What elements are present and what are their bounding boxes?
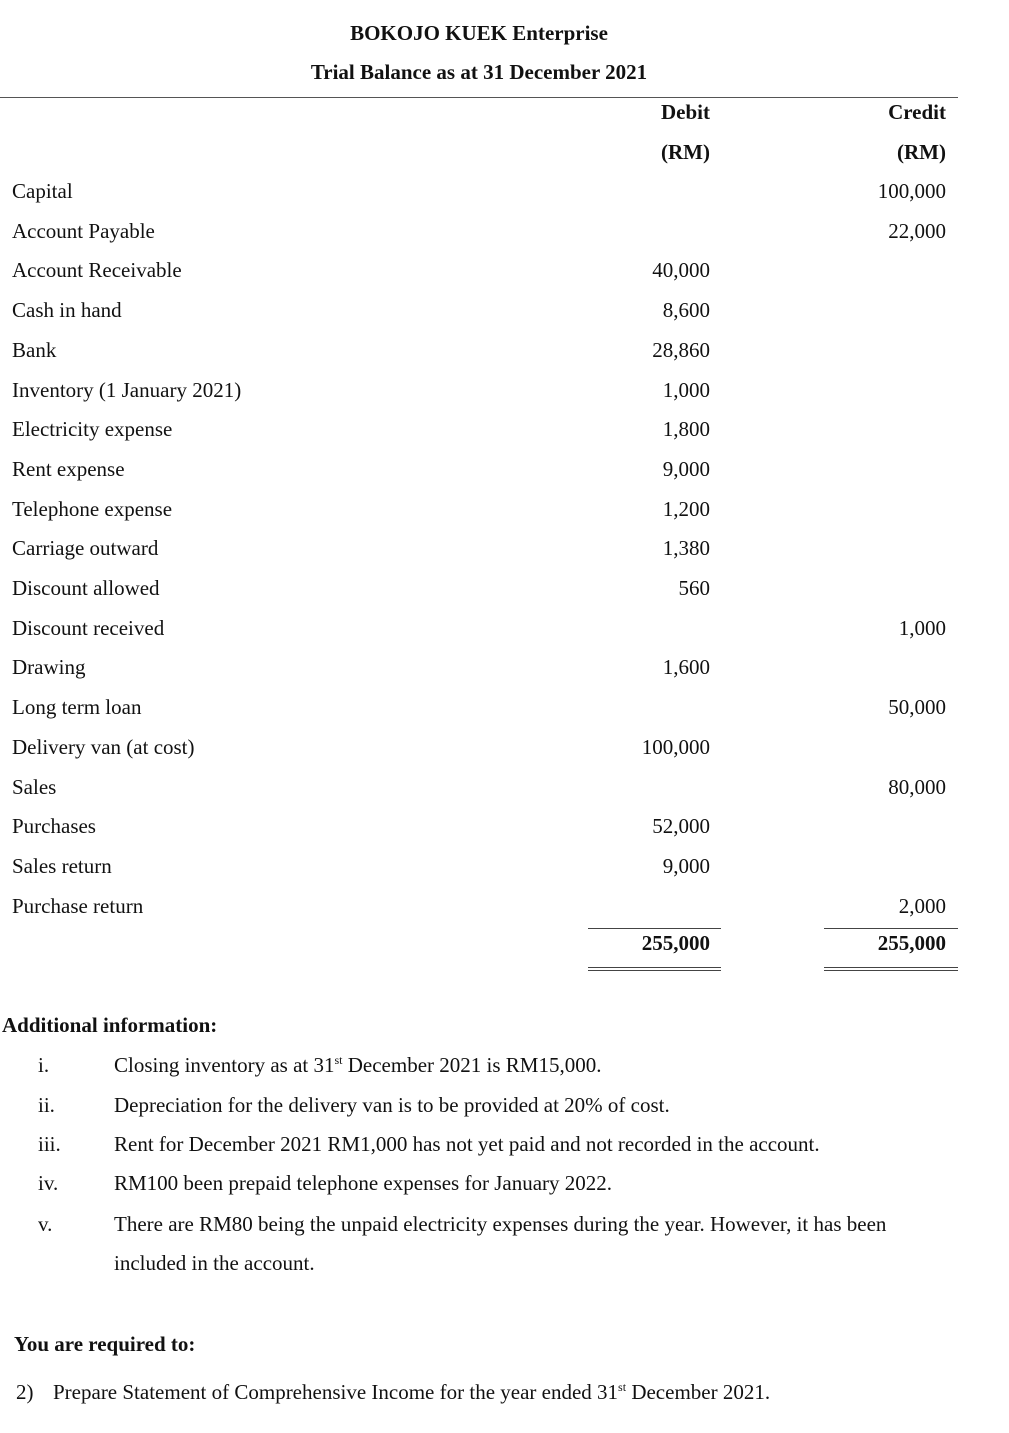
row-label: Sales — [12, 775, 57, 799]
info-item-number: iv. — [38, 1171, 59, 1195]
row-credit-amount: 1,000 — [898, 616, 946, 640]
row-debit-amount: 1,380 — [662, 536, 710, 560]
info-item-number: iii. — [38, 1132, 61, 1156]
info-text-main: Closing inventory as at 31 — [114, 1053, 335, 1077]
row-debit-amount: 1,000 — [662, 378, 710, 402]
row-label: Drawing — [12, 655, 86, 679]
row-credit-amount: 22,000 — [888, 219, 946, 243]
row-debit-amount: 9,000 — [662, 457, 710, 481]
info-text-main: included in the account. — [114, 1251, 315, 1275]
row-debit-amount: 1,200 — [662, 497, 710, 521]
document-title: Trial Balance as at 31 December 2021 — [310, 60, 648, 84]
debit-total-double-rule — [588, 967, 721, 971]
row-label: Discount received — [12, 616, 165, 640]
row-credit-amount: 100,000 — [877, 179, 946, 203]
credit-total-double-rule — [824, 967, 958, 971]
credit-column-header: Credit — [888, 100, 946, 124]
row-credit-amount: 2,000 — [898, 894, 946, 918]
company-name: BOKOJO KUEK Enterprise — [350, 21, 608, 45]
credit-total: 255,000 — [877, 931, 946, 955]
info-item-text — [114, 1169, 612, 1197]
row-debit-amount: 1,800 — [662, 417, 710, 441]
info-text-end: December 2021 is RM15,000. — [342, 1053, 602, 1077]
row-label: Purchases — [12, 814, 96, 838]
info-text-main: Depreciation for the delivery van is to be provided at 20% of cost. — [114, 1093, 670, 1117]
info-item-number: ii. — [38, 1093, 55, 1117]
row-debit-amount: 8,600 — [662, 298, 710, 322]
row-label: Delivery van (at cost) — [12, 735, 195, 759]
row-debit-amount: 1,600 — [662, 655, 710, 679]
row-label: Telephone expense — [12, 497, 173, 521]
row-label: Cash in hand — [12, 298, 122, 322]
row-label: Sales return — [12, 854, 112, 878]
credit-unit-header: (RM) — [897, 140, 946, 164]
requirement-heading: You are required to: — [14, 1332, 196, 1356]
info-item-text — [114, 1130, 820, 1158]
info-item-text — [114, 1051, 601, 1079]
row-debit-amount: 52,000 — [652, 814, 710, 838]
row-label: Electricity expense — [12, 417, 173, 441]
row-label: Account Receivable — [12, 258, 182, 282]
row-label: Capital — [12, 179, 73, 203]
row-label: Inventory (1 January 2021) — [12, 378, 242, 402]
info-item-number: i. — [38, 1053, 50, 1077]
row-credit-amount: 50,000 — [888, 695, 946, 719]
row-label: Bank — [12, 338, 57, 362]
task-number: 2) — [16, 1380, 34, 1404]
debit-total: 255,000 — [641, 931, 710, 955]
row-credit-amount: 80,000 — [888, 775, 946, 799]
header-divider — [0, 97, 958, 98]
info-item-text — [114, 1210, 886, 1238]
row-label: Account Payable — [12, 219, 155, 243]
additional-info-heading: Additional information: — [2, 1013, 218, 1037]
info-item-text — [114, 1091, 670, 1119]
task-text-end: December 2021. — [626, 1380, 771, 1404]
row-label: Long term loan — [12, 695, 142, 719]
task-ordinal-suffix: st — [618, 1380, 627, 1394]
info-item-text — [114, 1249, 315, 1277]
row-debit-amount: 28,860 — [652, 338, 710, 362]
info-text-main: RM100 been prepaid telephone expenses for January 2022. — [114, 1171, 613, 1195]
row-label: Discount allowed — [12, 576, 160, 600]
task-text-main: Prepare Statement of Comprehensive Income for the year ended 31 — [53, 1380, 619, 1404]
debit-unit-header: (RM) — [661, 140, 710, 164]
row-label: Rent expense — [12, 457, 125, 481]
info-text-main: Rent for December 2021 RM1,000 has not yet paid and not recorded in the account. — [114, 1132, 820, 1156]
row-debit-amount: 100,000 — [641, 735, 710, 759]
row-debit-amount: 40,000 — [652, 258, 710, 282]
debit-column-header: Debit — [661, 100, 710, 124]
row-label: Purchase return — [12, 894, 144, 918]
task-text — [53, 1378, 770, 1406]
info-item-number: v. — [38, 1212, 53, 1236]
row-debit-amount: 9,000 — [662, 854, 710, 878]
info-ordinal-suffix: st — [334, 1053, 343, 1067]
row-label: Carriage outward — [12, 536, 159, 560]
row-debit-amount: 560 — [678, 576, 710, 600]
info-text-main: There are RM80 being the unpaid electricity expenses during the year. However, it has been — [114, 1212, 887, 1236]
